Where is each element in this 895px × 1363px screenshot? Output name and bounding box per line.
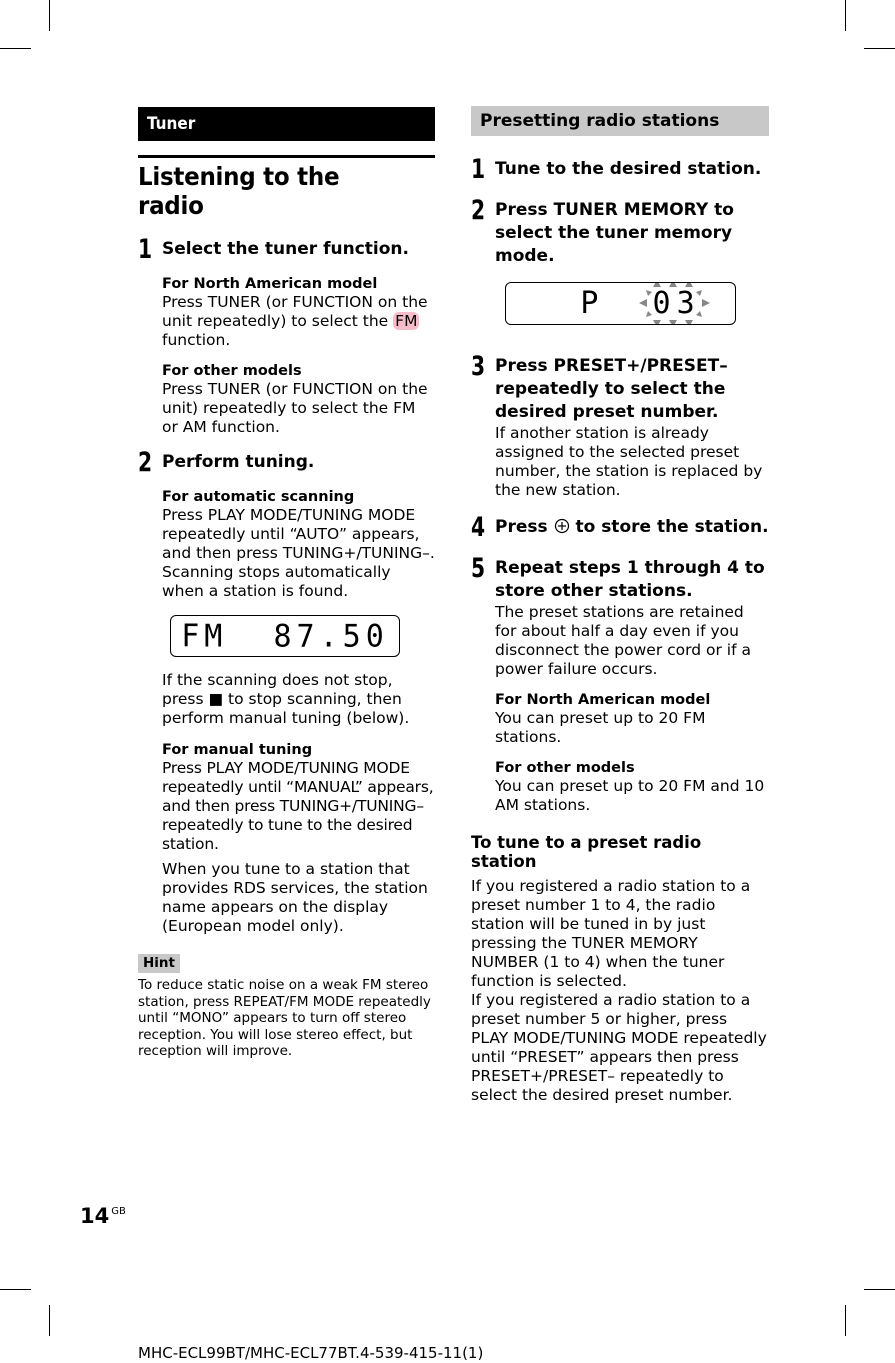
step-number: 1 xyxy=(471,154,486,185)
text-span: function. xyxy=(162,331,231,349)
step-text: If another station is already assigned to the selected preset number, the station is replaced by the new station. xyxy=(495,424,763,499)
step-text: Press TUNER (or FUNCTION on the unit) repeatedly to select the FM or AM function. xyxy=(162,380,428,436)
step-text: You can preset up to 20 FM stations. xyxy=(495,709,706,746)
title-rule xyxy=(138,155,435,158)
step-1 xyxy=(138,234,435,437)
crop-mark xyxy=(845,0,846,31)
lcd-display-fm xyxy=(170,615,400,657)
crop-mark xyxy=(864,48,895,49)
subsection-heading: To tune to a preset radio station xyxy=(471,833,702,871)
step-number: 4 xyxy=(471,512,486,543)
right-column xyxy=(471,106,769,1105)
step-text: Press PLAY MODE/TUNING MODE repeatedly until “MANUAL” appears, and then press TUNING+/TUNING– repeatedly to tune to the desired station. xyxy=(162,759,434,853)
step-number: 2 xyxy=(138,447,153,478)
lcd-display-preset xyxy=(505,282,736,325)
step-heading: Repeat steps 1 through 4 to store other stations. xyxy=(495,558,765,601)
text-span: Press xyxy=(495,517,548,537)
step-text xyxy=(162,293,435,350)
step-number: 1 xyxy=(138,234,153,265)
text-span: Press TUNER (or FUNCTION on the unit repeatedly) to select the xyxy=(162,293,428,330)
crop-mark xyxy=(864,1289,895,1290)
section-bar-tuner: Tuner xyxy=(138,107,435,141)
step-number: 2 xyxy=(471,195,486,226)
step-heading: Press TUNER MEMORY to select the tuner memory mode. xyxy=(495,200,734,266)
step-heading: Perform tuning. xyxy=(162,452,315,472)
step-1 xyxy=(471,154,769,185)
model-label: For North American model xyxy=(495,692,711,708)
tuning-label: For manual tuning xyxy=(162,742,313,758)
crop-mark xyxy=(49,0,50,31)
step-heading: Tune to the desired station. xyxy=(495,159,762,179)
step-5 xyxy=(471,553,769,815)
lcd-text: FM 87.50 xyxy=(181,617,389,655)
step-text: The preset stations are retained for about half a day even if you disconnect the power cord or if a power failure occurs. xyxy=(495,603,751,678)
left-column xyxy=(138,107,435,1060)
crop-mark xyxy=(0,1289,31,1290)
step-text: If the scanning does not stop, press ■ to stop scanning, then perform manual tuning (below). xyxy=(162,671,410,727)
step-text: You can preset up to 20 FM and 10 AM stations. xyxy=(495,777,765,814)
crop-mark xyxy=(0,48,31,49)
step-4 xyxy=(471,512,769,543)
crop-mark xyxy=(49,1305,50,1336)
model-label: For other models xyxy=(495,760,635,776)
page-number xyxy=(80,1204,126,1228)
paragraph: If you registered a radio station to a preset number 5 or higher, press PLAY MODE/TUNING MODE repeatedly until “PRESET” appears then press PRESET+/PRESET– repeatedly to select the desired preset number. xyxy=(471,991,767,1104)
step-text: Press PLAY MODE/TUNING MODE repeatedly until “AUTO” appears, and then press TUNING+/TUNING–. Scanning stops automatically when a station is found. xyxy=(162,506,435,600)
page-title: Listening to the radio xyxy=(138,162,340,220)
step-3 xyxy=(471,351,769,500)
hint-block xyxy=(138,952,435,1060)
step-number: 3 xyxy=(471,351,486,382)
fm-highlight: FM xyxy=(395,312,418,330)
model-label: For North American model xyxy=(162,276,378,292)
page-number-value: 14 xyxy=(80,1204,110,1228)
hint-label: Hint xyxy=(138,954,180,973)
model-code: MHC-ECL99BT/MHC-ECL77BT.4-539-415-11(1) xyxy=(138,1344,484,1362)
model-label: For other models xyxy=(162,363,302,379)
step-number: 5 xyxy=(471,553,486,584)
lcd-text: P 03 xyxy=(580,286,701,321)
tuning-label: For automatic scanning xyxy=(162,489,355,505)
step-heading xyxy=(495,516,769,539)
enter-button-icon xyxy=(554,518,570,534)
paragraph: If you registered a radio station to a preset number 1 to 4, the radio station will be tuned in by just pressing the TUNER MEMORY NUMBER (1 to 4) when the tuner function is selected. xyxy=(471,877,751,990)
hint-text: To reduce static noise on a weak FM stereo station, press REPEAT/FM MODE repeatedly until “MONO” appears to turn off stereo reception. You will lose stereo effect, but reception will improve. xyxy=(138,977,431,1059)
crop-mark xyxy=(845,1305,846,1336)
page-number-suffix: GB xyxy=(111,1206,126,1217)
step-text: When you tune to a station that provides RDS services, the station name appears on the display (European model only). xyxy=(162,860,428,935)
section-bar-presetting: Presetting radio stations xyxy=(471,106,769,136)
step-2 xyxy=(138,447,435,936)
step-2 xyxy=(471,195,769,325)
step-heading: Select the tuner function. xyxy=(162,239,409,259)
step-heading: Press PRESET+/PRESET– repeatedly to select the desired preset number. xyxy=(495,356,728,422)
text-span: to store the station. xyxy=(575,517,769,537)
